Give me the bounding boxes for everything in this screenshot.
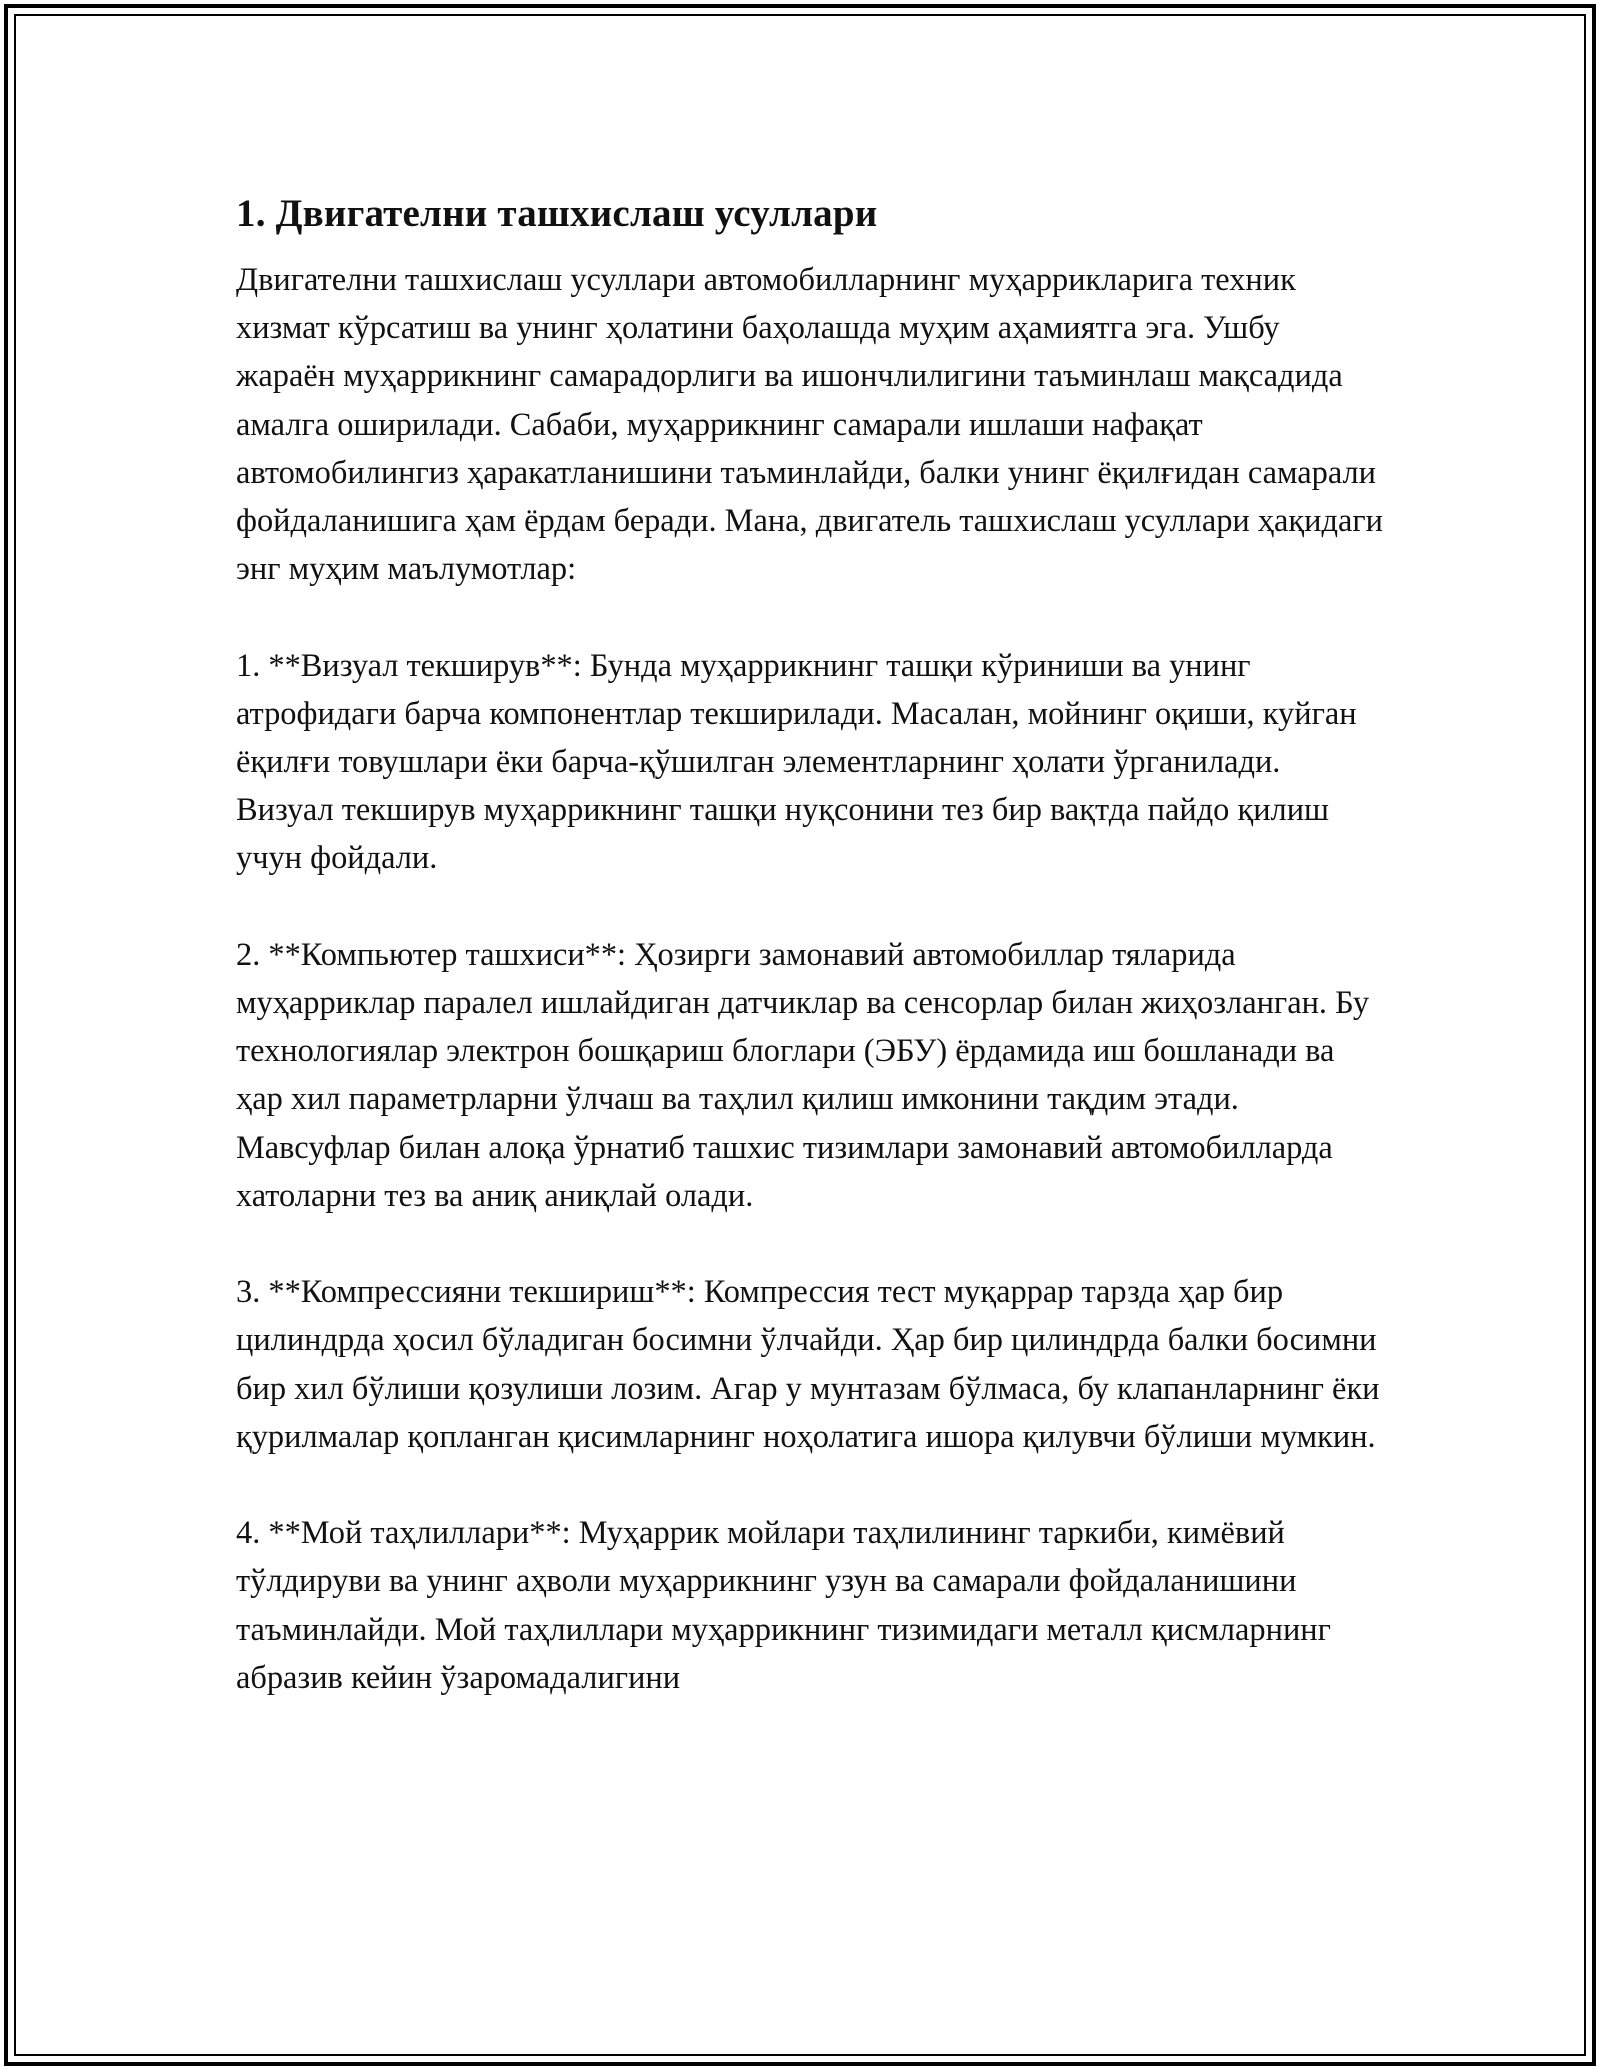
list-item-computer-diagnostics: 2. **Компьютер ташхиси**: Ҳозирги замонавий автомобиллар тяларида муҳарриклар паралел ишлайдиган датчиклар ва сенсорлар билан жиҳозланган. Бу технологиялар электрон бошқариш блоглари (ЭБУ) ёрдамида иш бошланади ва ҳар хил параметрларни ўлчаш ва таҳлил қилиш имконини тақдим этади. Мавсуфлар билан алоқа ўрнатиб ташхис тизимлари замонавий автомобилларда хатоларни тез ва аниқ аниқлай олади.: [236, 936, 1370, 1214]
document-body: [236, 184, 1386, 1702]
intro-paragraph: Двигателни ташхислаш усуллари автомобилларнинг муҳаррикларига техник хизмат кўрсатиш ва унинг ҳолатини баҳолашда муҳим аҳамиятга эга. Ушбу жараён муҳаррикнинг самарадорлиги ва ишончлилигини таъминлаш мақсадида амалга оширилади. Сабаби, муҳаррикнинг самарали ишлаши нафақат автомобилингиз ҳаракатланишини таъминлайди, балки унинг ёқилғидан самарали фойдаланишига ҳам ёрдам беради. Мана, двигатель ташхислаш усуллари ҳақидаги энг муҳим маълумотлар:: [236, 262, 1383, 588]
list-item-visual-inspection: 1. **Визуал текширув**: Бунда муҳаррикнинг ташқи кўриниши ва унинг атрофидаги барча компонентлар текширилади. Масалан, мойнинг оқиши, куйган ёқилғи товушлари ёки барча-қўшилган элементларнинг ҳолати ўрганилади. Визуал текширув муҳаррикнинг ташқи нуқсонини тез бир вақтда пайдо қилиш учун фойдали.: [236, 647, 1357, 877]
list-item-oil-analysis: 4. **Мой таҳлиллари**: Муҳаррик мойлари таҳлилининг таркиби, кимёвий тўлдируви ва унинг аҳволи муҳаррикнинг узун ва самарали фойдаланишини таъминлайди. Мой таҳлиллари муҳаррикнинг тизимидаги металл қисмларнинг абразив кейин ўзаромадалигини: [236, 1515, 1331, 1696]
list-item-compression-test: 3. **Компрессияни текшириш**: Компрессия тест муқаррар тарзда ҳар бир цилиндрда ҳосил бўладиган босимни ўлчайди. Ҳар бир цилиндрда балки босимни бир хил бўлиши қозулиши лозим. Агар у мунтазам бўлмаса, бу клапанларнинг ёки қурилмалар қопланган қисимларнинг ноҳолатига ишора қилувчи бўлиши мумкин.: [236, 1274, 1380, 1455]
section-heading: 1. Двигателни ташхислаш усуллари: [236, 192, 878, 235]
